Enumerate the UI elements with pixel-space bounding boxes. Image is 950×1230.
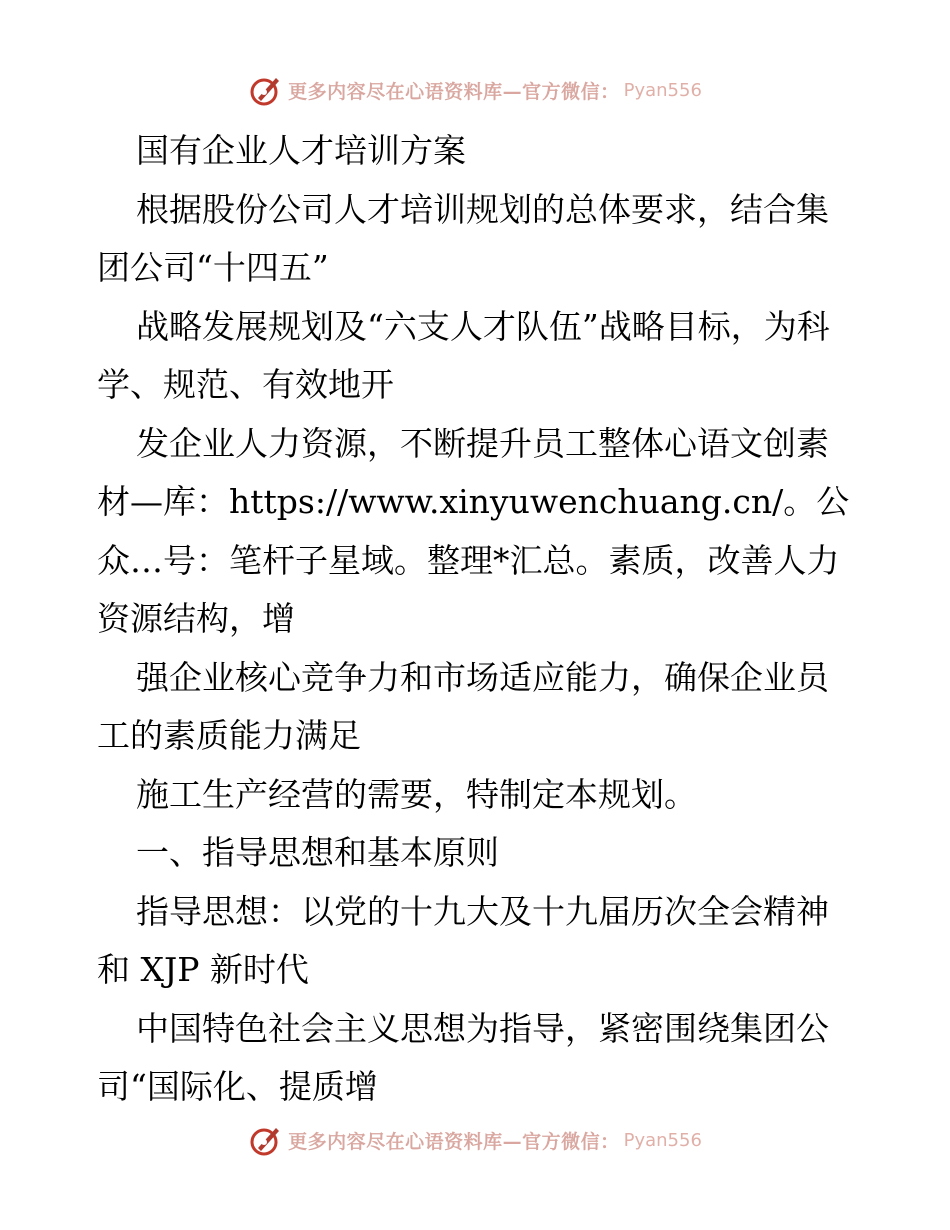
paragraph: [97, 415, 857, 649]
header-watermark: [0, 70, 950, 110]
line: 团公司“十四五”: [97, 248, 329, 287]
watermark-contact: Pyan556: [623, 1129, 702, 1151]
doc-title: [97, 122, 857, 181]
paragraph: [97, 766, 857, 825]
line: 一、指导思想和基本原则: [136, 833, 499, 872]
line: 指导思想：以党的十九大及十九届历次全会精神: [136, 891, 829, 931]
line: 发企业人力资源，不断提升员工整体心语文创素: [136, 423, 829, 463]
line: 众…号：笔杆子星域。整理*汇总。素质，改善人: [97, 540, 807, 580]
pen-nib-logo-icon: [248, 72, 284, 108]
paragraph: [97, 1000, 857, 1117]
line: 根据股份公司人才培训规划的总体要求，结合集: [136, 189, 829, 229]
line: 工的素质能力满足: [97, 716, 361, 755]
line: 国有企业人才培训方案: [136, 131, 466, 170]
watermark-contact: Pyan556: [623, 79, 702, 101]
paragraph: [97, 883, 857, 1000]
watermark-text: 更多内容尽在心语资料库—官方微信：: [288, 1130, 620, 1153]
paragraph: [97, 181, 857, 298]
line: 战略发展规划及“六支人才队伍”战略目标，为: [136, 306, 797, 346]
document-body: [97, 122, 857, 1117]
paragraph: [97, 298, 857, 415]
line: 施工生产经营的需要，特制定本规划。: [136, 774, 697, 814]
line: 材—库：https://www.xinyuwenchuang.cn/。公: [97, 482, 850, 521]
line: 和 XJP 新时代: [97, 950, 309, 989]
line: 科学、规范、有效地开: [97, 306, 830, 404]
line: 中国特色社会主义思想为指导，紧密围绕集团公: [136, 1008, 829, 1048]
paragraph: [97, 649, 857, 766]
watermark-text: 更多内容尽在心语资料库—官方微信：: [288, 80, 620, 103]
section-heading: [97, 824, 857, 883]
line: 力资源结构，增: [97, 540, 840, 638]
line: 强企业核心竞争力和市场适应能力，确保企业员: [136, 657, 829, 697]
pen-nib-logo-icon: [248, 1122, 284, 1158]
line: 司“国际化、提质增: [97, 1067, 378, 1106]
footer-watermark: [0, 1120, 950, 1160]
